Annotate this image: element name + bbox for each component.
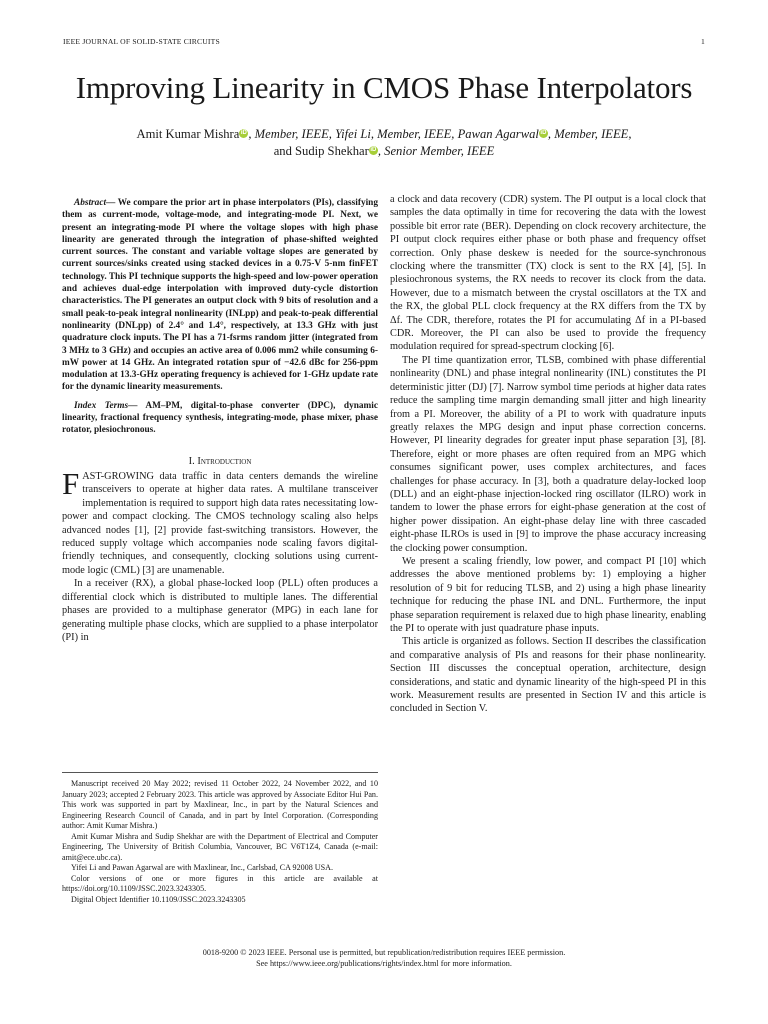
right-paragraph-1: a clock and data recovery (CDR) system. The PI output is a local clock that samples the data optimally in time for recovering the data with the lowest possible bit error rate (BER). Depending on clock recovery architecture, the PI output clock requires either phase or both phase and frequency offset correction. Only phase deskew is needed for the source-synchronous clocking where the transmitter (TX) clock is sent to the RX [4], [5]. In plesiochronous systems, the RX needs to recover its clock from the data. However, due to a mismatch between the crystal oscillators at the TX and the RX, the global PLL clock frequency at the RX differs from the TX by Δf. The CDR, therefore, rotates the PI for accumulating Δf in a PI-based CDR. Moreover, the PI can also be used to provide the frequency modulation required for spread-spectrum clocking [6]. [390,194,706,353]
orcid-icon[interactable]: iD [240,130,247,136]
right-column [390,193,706,716]
index-terms [62,400,378,437]
author-line-2 [60,143,708,160]
orcid-icon[interactable]: iD [370,147,377,153]
abstract-text: — We compare the prior art in phase interpolators (PIs), classifying them as current-mode, voltage-mode, and integrating-mode PI. Next, we present an integrating-mode PI where the voltage slopes with high phase linearity are generated through the integration of phase-shifted weighted current sources. The constant and variable voltage slopes are generated by current sources/sinks created using stacked devices in a 0.75-V 5-nm finFET technology. This PI technique supports the high-speed and low-power operation and achieves dual-edge interpolation with improved duty-cycle distortion characteristics. The PI generates an output clock with 9 bits of resolution and a small peak-to-peak integral nonlinearity (INLpp) and peak-to-peak differential nonlinearity (DNLpp) of 2.4° and 1.4°, respectively, at 13.3 GHz with just quadrature clock inputs. The PI has a 71-fsrms random jitter (integrated from 3 MHz to 3 GHz) and occupies an active area of 0.006 mm2 while consuming 6-mW power at 14 GHz. An integrated rotation spur of −42.6 dBc for 256-ppm modulation at 13.3-GHz operating frequency is achieved for 1-GHz update rate for the dynamic linearity measurements. [62,198,378,393]
footnote-affiliation-ubc: Amit Kumar Mishra and Sudip Shekhar are with the Department of Electrical and Computer Engineering, The University of British Columbia, Vancouver, BC V6T1Z4, Canada (e-mail: amit@ece.ubc.ca). [62,831,378,862]
journal-name: IEEE JOURNAL OF SOLID-STATE CIRCUITS [63,37,220,46]
orcid-icon[interactable]: iD [540,130,547,136]
author-mishra: Amit Kumar Mishra [136,127,240,141]
footnote-manuscript: Manuscript received 20 May 2022; revised 11 October 2022, 24 November 2022, and 10 January 2023; accepted 2 February 2023. This article was approved by Associate Editor Hui Pan. This work was supported in part by Maxlinear, Inc., in part by the Natural Sciences and Engineering Research Council of Canada, and in part by Intel Corporation. (Corresponding author: Amit Kumar Mishra.) [62,779,378,830]
abstract [62,197,378,394]
author-affiliation-text-2: , Member, IEEE, [547,127,632,141]
abstract-label: Abstract [74,198,107,208]
index-terms-text: — AM–PM, digital-to-phase converter (DPC), dynamic linearity, fractional frequency synthesis, integrating-mode, phase mixer, phase rotator, plesiochronous. [62,400,378,436]
copyright-footer [60,947,708,969]
footnote-color-figures[interactable]: Color versions of one or more figures in this article are available at https://doi.org/10.1109/JSSC.2023.3243305. [62,873,378,893]
paper-title: Improving Linearity in CMOS Phase Interpolators [75,70,693,105]
rights-link-line[interactable]: See https://www.ieee.org/publications/rights/index.html for more information. [256,959,512,968]
footnote-doi: Digital Object Identifier 10.1109/JSSC.2023.3243305 [71,894,246,904]
author-list [60,126,708,160]
index-terms-label: Index Terms [74,400,129,411]
dropcap: F [62,466,80,502]
footnotes [62,772,378,905]
right-paragraph-2: The PI time quantization error, TLSB, combined with phase differential nonlinearity (DNL) and phase integral nonlinearity (INL) constitutes the PI deterministic jitter (DJ) [7]. Narrow symbol time periods at higher data rates reduce the sampling time margin demanding small jitter and high linearity from a PI. Moreover, the ability of a PI to work with quadrature inputs greatly relaxes the MPG design and input phase correction concerns. However, PI linearity degrades for greater input phase separation [3], [8]. Therefore, eight or more phases are often required from an MPG which consumes significant power, uses complex architectures, and faces challenges for phase accuracy. In [3], both a quadrature delay-locked loop (DLL) and an eight-phase injection-locked ring oscillator (ILRO) work in tandem to lower the phase errors for eight-phase generation at the cost of higher power dissipation. An eight-phase delay line with three cascaded eight-phase ILROs is used in [9] to improve the phase accuracy increasing the clocking power consumption. [390,354,706,554]
right-paragraph-4: This article is organized as follows. Section II describes the classification and comparative analysis of PIs and reasons for their phase nonlinearity. Section III discusses the conceptual operation, architecture, design considerations, and static and dynamic linearity of the high-speed PI in this work. Measurement results are presented in Section IV and this article is concluded in Section V. [390,636,706,715]
running-head [63,37,705,46]
footnote-affiliation-maxlinear: Yifei Li and Pawan Agarwal are with Maxlinear, Inc., Carlsbad, CA 92008 USA. [71,863,333,872]
intro-first-words: AST-GROWING [82,471,154,483]
intro-paragraph-1 [62,466,378,577]
section-heading-introduction: I. Introduction [188,455,252,467]
left-column [62,197,378,644]
right-paragraph-3: We present a scaling friendly, low power, and compact PI [10] which addresses the above mentioned problems by: 1) employing a higher resolution of 9 bit for reducing TLSB, and 2) using a high phase linearity technique for reducing the phase INL and DNL. Furthermore, the input phase separation requirement is relaxed due to high phase linearity, enabling the PI to operate with just quadrature phase inputs. [390,555,706,634]
author-line-1 [60,126,708,143]
intro-paragraph-2: In a receiver (RX), a global phase-locked loop (PLL) often produces a differential clock which is distributed to multiple lanes. The differential phases are provided to a multiphase generator (MPG) in each lane for generating multiple phase clocks, which are supplied to a phase interpolator (PI) in [62,578,378,643]
author-shekhar: and Sudip Shekhar [273,144,369,158]
intro-paragraph-1-text: data traffic in data centers demands the wireline transceivers to operate at higher data rates. A multilane transceiver implementation is required to support high data rates necessitating low-power and compact clocking. The CMOS technology scaling also helps advanced nodes [1], [2] provide fast-switching transistors. However, the reduced supply voltage which accompanies node scaling favors digital-friendly techniques, and consequently, clocking solutions using current-mode logic (CML) [3] are unamenable. [62,471,378,576]
page-number: 1 [701,37,705,46]
author-affiliation-text-3: , Senior Member, IEEE [377,144,495,158]
copyright-line: 0018-9200 © 2023 IEEE. Personal use is permitted, but republication/redistribution requires IEEE permission. [202,948,566,957]
author-affiliation-text-1: , Member, IEEE, Yifei Li, Member, IEEE, Pawan Agarwal [248,127,539,141]
